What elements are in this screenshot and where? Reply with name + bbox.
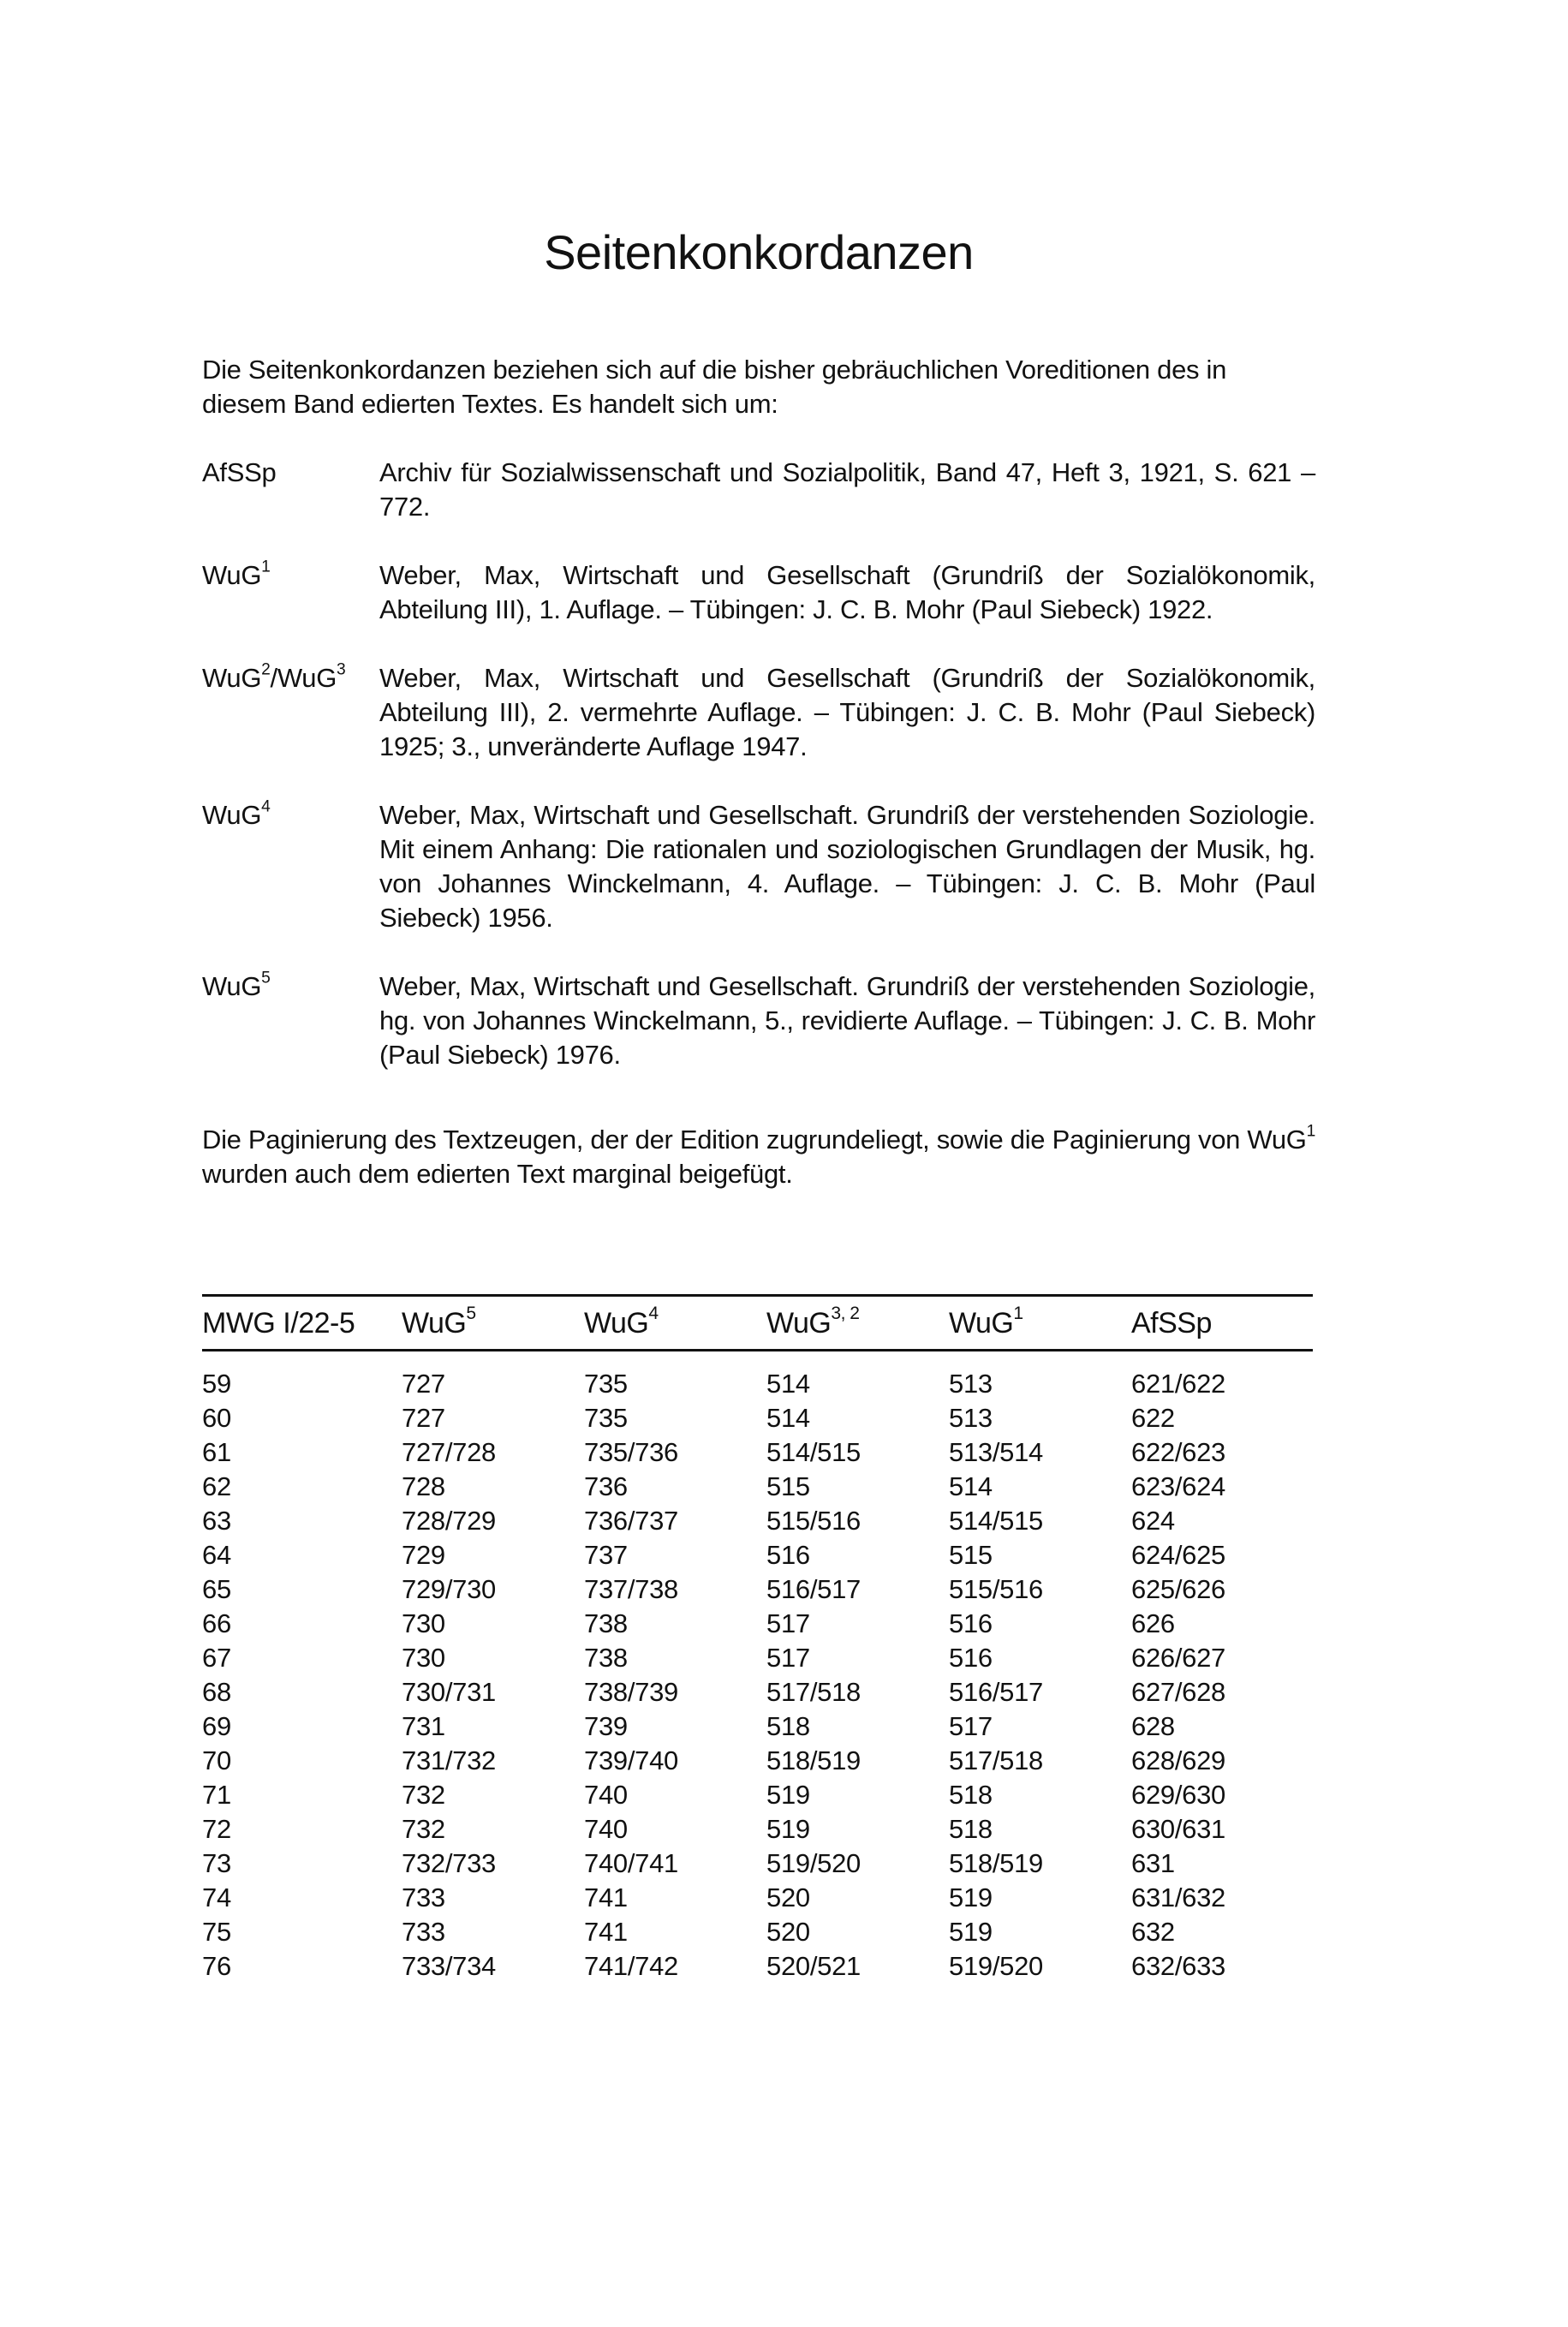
source-label-superscript: 4 [261, 797, 271, 816]
table-cell: 735 [584, 1369, 628, 1399]
table-cell: 73 [202, 1848, 231, 1878]
table-cell: 516 [766, 1540, 810, 1570]
table-cell: 622 [1131, 1403, 1175, 1433]
table-cell: 623/624 [1131, 1471, 1225, 1501]
table-cell: 733/734 [402, 1951, 496, 1981]
source-description: Weber, Max, Wirtschaft und Gesellschaft. Grundriß der verstehenden Soziologie, hg. von Johannes Winckelmann, 5., revidierte Auflage. – Tübingen: J. C. B. Mohr (Paul Siebeck) 1976. [379, 971, 1315, 1070]
source-entry [202, 970, 1315, 1072]
column-header-superscript: 3, 2 [831, 1304, 860, 1324]
column-header-base: WuG [584, 1307, 649, 1340]
source-entry [202, 456, 1315, 524]
table-cell: 72 [202, 1814, 231, 1844]
table-cell: 740/741 [584, 1848, 678, 1878]
source-entry [202, 558, 1315, 627]
source-label-base: WuG [202, 800, 262, 830]
concordance-table [202, 1294, 1313, 1984]
source-label-superscript: 5 [261, 969, 271, 987]
table-cell: 514/515 [766, 1437, 861, 1467]
source-label [202, 558, 379, 627]
table-cell: 70 [202, 1745, 231, 1775]
table-cell: 514 [949, 1471, 993, 1501]
table-cell: 516/517 [766, 1574, 861, 1604]
table-cell: 519 [949, 1917, 993, 1947]
table-cell: 626 [1131, 1608, 1175, 1638]
source-label [202, 456, 379, 524]
table-cell: 621/622 [1131, 1369, 1225, 1399]
table-cell: 62 [202, 1471, 231, 1501]
table-cell: 66 [202, 1608, 231, 1638]
table-cell: 729 [402, 1540, 445, 1570]
table-cell: 61 [202, 1437, 231, 1467]
table-cell: 730/731 [402, 1677, 496, 1707]
column-header [949, 1296, 1131, 1351]
source-entry [202, 798, 1315, 935]
table-cell: 738/739 [584, 1677, 678, 1707]
table-row [202, 1504, 1313, 1538]
table-cell: 65 [202, 1574, 231, 1604]
outro-paragraph [202, 1123, 1315, 1191]
table-row [202, 1401, 1313, 1435]
column-header [402, 1296, 584, 1351]
source-label-base: WuG [202, 560, 262, 590]
table-row [202, 1572, 1313, 1607]
source-label-base: WuG [202, 663, 262, 693]
table-cell: 64 [202, 1540, 231, 1570]
column-header [584, 1296, 766, 1351]
table-cell: 735 [584, 1403, 628, 1433]
column-header-superscript: 1 [1013, 1304, 1023, 1324]
table-cell: 735/736 [584, 1437, 678, 1467]
table-cell: 624/625 [1131, 1540, 1225, 1570]
table-cell: 518/519 [766, 1745, 861, 1775]
table-cell: 628/629 [1131, 1745, 1225, 1775]
table-cell: 60 [202, 1403, 231, 1433]
table-row [202, 1778, 1313, 1812]
column-header-base: WuG [766, 1307, 832, 1340]
table-cell: 730 [402, 1608, 445, 1638]
table-cell: 63 [202, 1506, 231, 1536]
table-cell: 630/631 [1131, 1814, 1225, 1844]
table-cell: 732 [402, 1780, 445, 1810]
table-cell: 741 [584, 1882, 628, 1912]
table-cell: 626/627 [1131, 1643, 1225, 1673]
source-label-superscript: 2 [261, 660, 271, 679]
table-cell: 520 [766, 1917, 810, 1947]
table-cell: 625/626 [1131, 1574, 1225, 1604]
table-row [202, 1812, 1313, 1847]
table-cell: 515/516 [949, 1574, 1043, 1604]
table-cell: 519 [766, 1814, 810, 1844]
table-cell: 727 [402, 1369, 445, 1399]
table-row [202, 1351, 1313, 1402]
table-row [202, 1435, 1313, 1470]
table-body [202, 1351, 1313, 1984]
table-cell: 517/518 [949, 1745, 1043, 1775]
table-cell: 517 [949, 1711, 993, 1741]
table-cell: 739 [584, 1711, 628, 1741]
table-cell: 731 [402, 1711, 445, 1741]
table-header [202, 1296, 1313, 1351]
page-title: Seitenkonkordanzen [544, 225, 974, 279]
table-cell: 518/519 [949, 1848, 1043, 1878]
outro-superscript: 1 [1306, 1122, 1315, 1141]
table-row [202, 1709, 1313, 1744]
table-cell: 518 [949, 1780, 993, 1810]
table-cell: 515 [949, 1540, 993, 1570]
table-cell: 632/633 [1131, 1951, 1225, 1981]
table-row [202, 1470, 1313, 1504]
table-cell: 520 [766, 1882, 810, 1912]
table-cell: 514 [766, 1403, 810, 1433]
table-cell: 71 [202, 1780, 231, 1810]
table-cell: 74 [202, 1882, 231, 1912]
table-cell: 515/516 [766, 1506, 861, 1536]
table-cell: 732/733 [402, 1848, 496, 1878]
table-row [202, 1675, 1313, 1709]
table-cell: 59 [202, 1369, 231, 1399]
column-header-superscript: 4 [648, 1304, 659, 1324]
table-cell: 736/737 [584, 1506, 678, 1536]
column-header [766, 1296, 949, 1351]
table-cell: 517 [766, 1608, 810, 1638]
table-cell: 624 [1131, 1506, 1175, 1536]
table-cell: 740 [584, 1814, 628, 1844]
table-cell: 731/732 [402, 1745, 496, 1775]
table-cell: 518 [949, 1814, 993, 1844]
column-header-base: MWG I/22-5 [202, 1307, 355, 1340]
table-cell: 738 [584, 1643, 628, 1673]
table-cell: 741/742 [584, 1951, 678, 1981]
table-cell: 519/520 [949, 1951, 1043, 1981]
table-cell: 68 [202, 1677, 231, 1707]
header-row [202, 1296, 1313, 1351]
table-cell: 629/630 [1131, 1780, 1225, 1810]
table-cell: 631/632 [1131, 1882, 1225, 1912]
table-cell: 513 [949, 1369, 993, 1399]
table-row [202, 1949, 1313, 1984]
table-cell: 75 [202, 1917, 231, 1947]
table-cell: 739/740 [584, 1745, 678, 1775]
table-cell: 740 [584, 1780, 628, 1810]
outro-text-before: Die Paginierung des Textzeugen, der der Edition zugrundeliegt, sowie die Paginierung von WuG [202, 1125, 1307, 1155]
table-cell: 513 [949, 1403, 993, 1433]
table-cell: 737/738 [584, 1574, 678, 1604]
outro-text-after: wurden auch dem edierten Text marginal beigefügt. [202, 1159, 793, 1189]
source-label-mid: /WuG [270, 663, 337, 693]
table-cell: 518 [766, 1711, 810, 1741]
source-description: Archiv für Sozialwissenschaft und Sozialpolitik, Band 47, Heft 3, 1921, S. 621 – 772. [379, 457, 1315, 522]
source-label [202, 970, 379, 1072]
table-cell: 632 [1131, 1917, 1175, 1947]
table-cell: 733 [402, 1917, 445, 1947]
table-row [202, 1538, 1313, 1572]
source-description: Weber, Max, Wirtschaft und Gesellschaft (Grundriß der Sozialökonomik, Abteilung III), 2. vermehrte Auflage. – Tübingen: J. C. B. Mohr (Paul Siebeck) 1925; 3., unveränderte Auflage 1947. [379, 663, 1315, 761]
table-cell: 516/517 [949, 1677, 1043, 1707]
table-cell: 728/729 [402, 1506, 496, 1536]
column-header-base: WuG [402, 1307, 467, 1340]
table-cell: 733 [402, 1882, 445, 1912]
table-cell: 514/515 [949, 1506, 1043, 1536]
table-cell: 729/730 [402, 1574, 496, 1604]
table-cell: 730 [402, 1643, 445, 1673]
source-entry [202, 661, 1315, 764]
column-header-base: WuG [949, 1307, 1014, 1340]
table-cell: 517/518 [766, 1677, 861, 1707]
table-cell: 519/520 [766, 1848, 861, 1878]
table-cell: 741 [584, 1917, 628, 1947]
table-cell: 517 [766, 1643, 810, 1673]
table-row [202, 1607, 1313, 1641]
table-cell: 628 [1131, 1711, 1175, 1741]
table-cell: 728 [402, 1471, 445, 1501]
table-cell: 738 [584, 1608, 628, 1638]
table-cell: 516 [949, 1608, 993, 1638]
source-label-base: WuG [202, 971, 262, 1001]
column-header-base: AfSSp [1131, 1307, 1212, 1340]
source-label [202, 798, 379, 935]
column-header [202, 1296, 402, 1351]
table-cell: 514 [766, 1369, 810, 1399]
intro-paragraph: Die Seitenkonkordanzen beziehen sich auf die bisher gebräuchlichen Voreditionen des in diesem Band edierten Textes. Es handelt sich um: [202, 355, 1227, 419]
column-header [1131, 1296, 1313, 1351]
table-cell: 736 [584, 1471, 628, 1501]
table-cell: 732 [402, 1814, 445, 1844]
table-row [202, 1847, 1313, 1881]
column-header-superscript: 5 [466, 1304, 476, 1324]
table-row [202, 1881, 1313, 1915]
table-row [202, 1915, 1313, 1949]
table-cell: 515 [766, 1471, 810, 1501]
table-row [202, 1641, 1313, 1675]
table-cell: 516 [949, 1643, 993, 1673]
table-cell: 727 [402, 1403, 445, 1433]
table-cell: 67 [202, 1643, 231, 1673]
source-label-superscript-2: 3 [337, 660, 346, 679]
table-cell: 622/623 [1131, 1437, 1225, 1467]
source-label-superscript: 1 [261, 558, 271, 576]
table-cell: 69 [202, 1711, 231, 1741]
source-description: Weber, Max, Wirtschaft und Gesellschaft. Grundriß der verstehenden Soziologie. Mit einem Anhang: Die rationalen und soziologischen Grundlagen der Musik, hg. von Johannes Winckelmann, 4. Auflage. – Tübingen: J. C. B. Mohr (Paul Siebeck) 1956. [379, 800, 1315, 933]
table-cell: 631 [1131, 1848, 1175, 1878]
table-row [202, 1744, 1313, 1778]
table-cell: 513/514 [949, 1437, 1043, 1467]
source-label-base: AfSSp [202, 457, 277, 487]
source-list [202, 456, 1315, 1107]
source-label [202, 661, 379, 764]
table-cell: 519 [766, 1780, 810, 1810]
table-cell: 519 [949, 1882, 993, 1912]
source-description: Weber, Max, Wirtschaft und Gesellschaft (Grundriß der Sozialökonomik, Abteilung III), 1. Auflage. – Tübingen: J. C. B. Mohr (Paul Siebeck) 1922. [379, 560, 1315, 624]
table-cell: 627/628 [1131, 1677, 1225, 1707]
table-cell: 76 [202, 1951, 231, 1981]
table-cell: 727/728 [402, 1437, 496, 1467]
table-cell: 737 [584, 1540, 628, 1570]
table-cell: 520/521 [766, 1951, 861, 1981]
